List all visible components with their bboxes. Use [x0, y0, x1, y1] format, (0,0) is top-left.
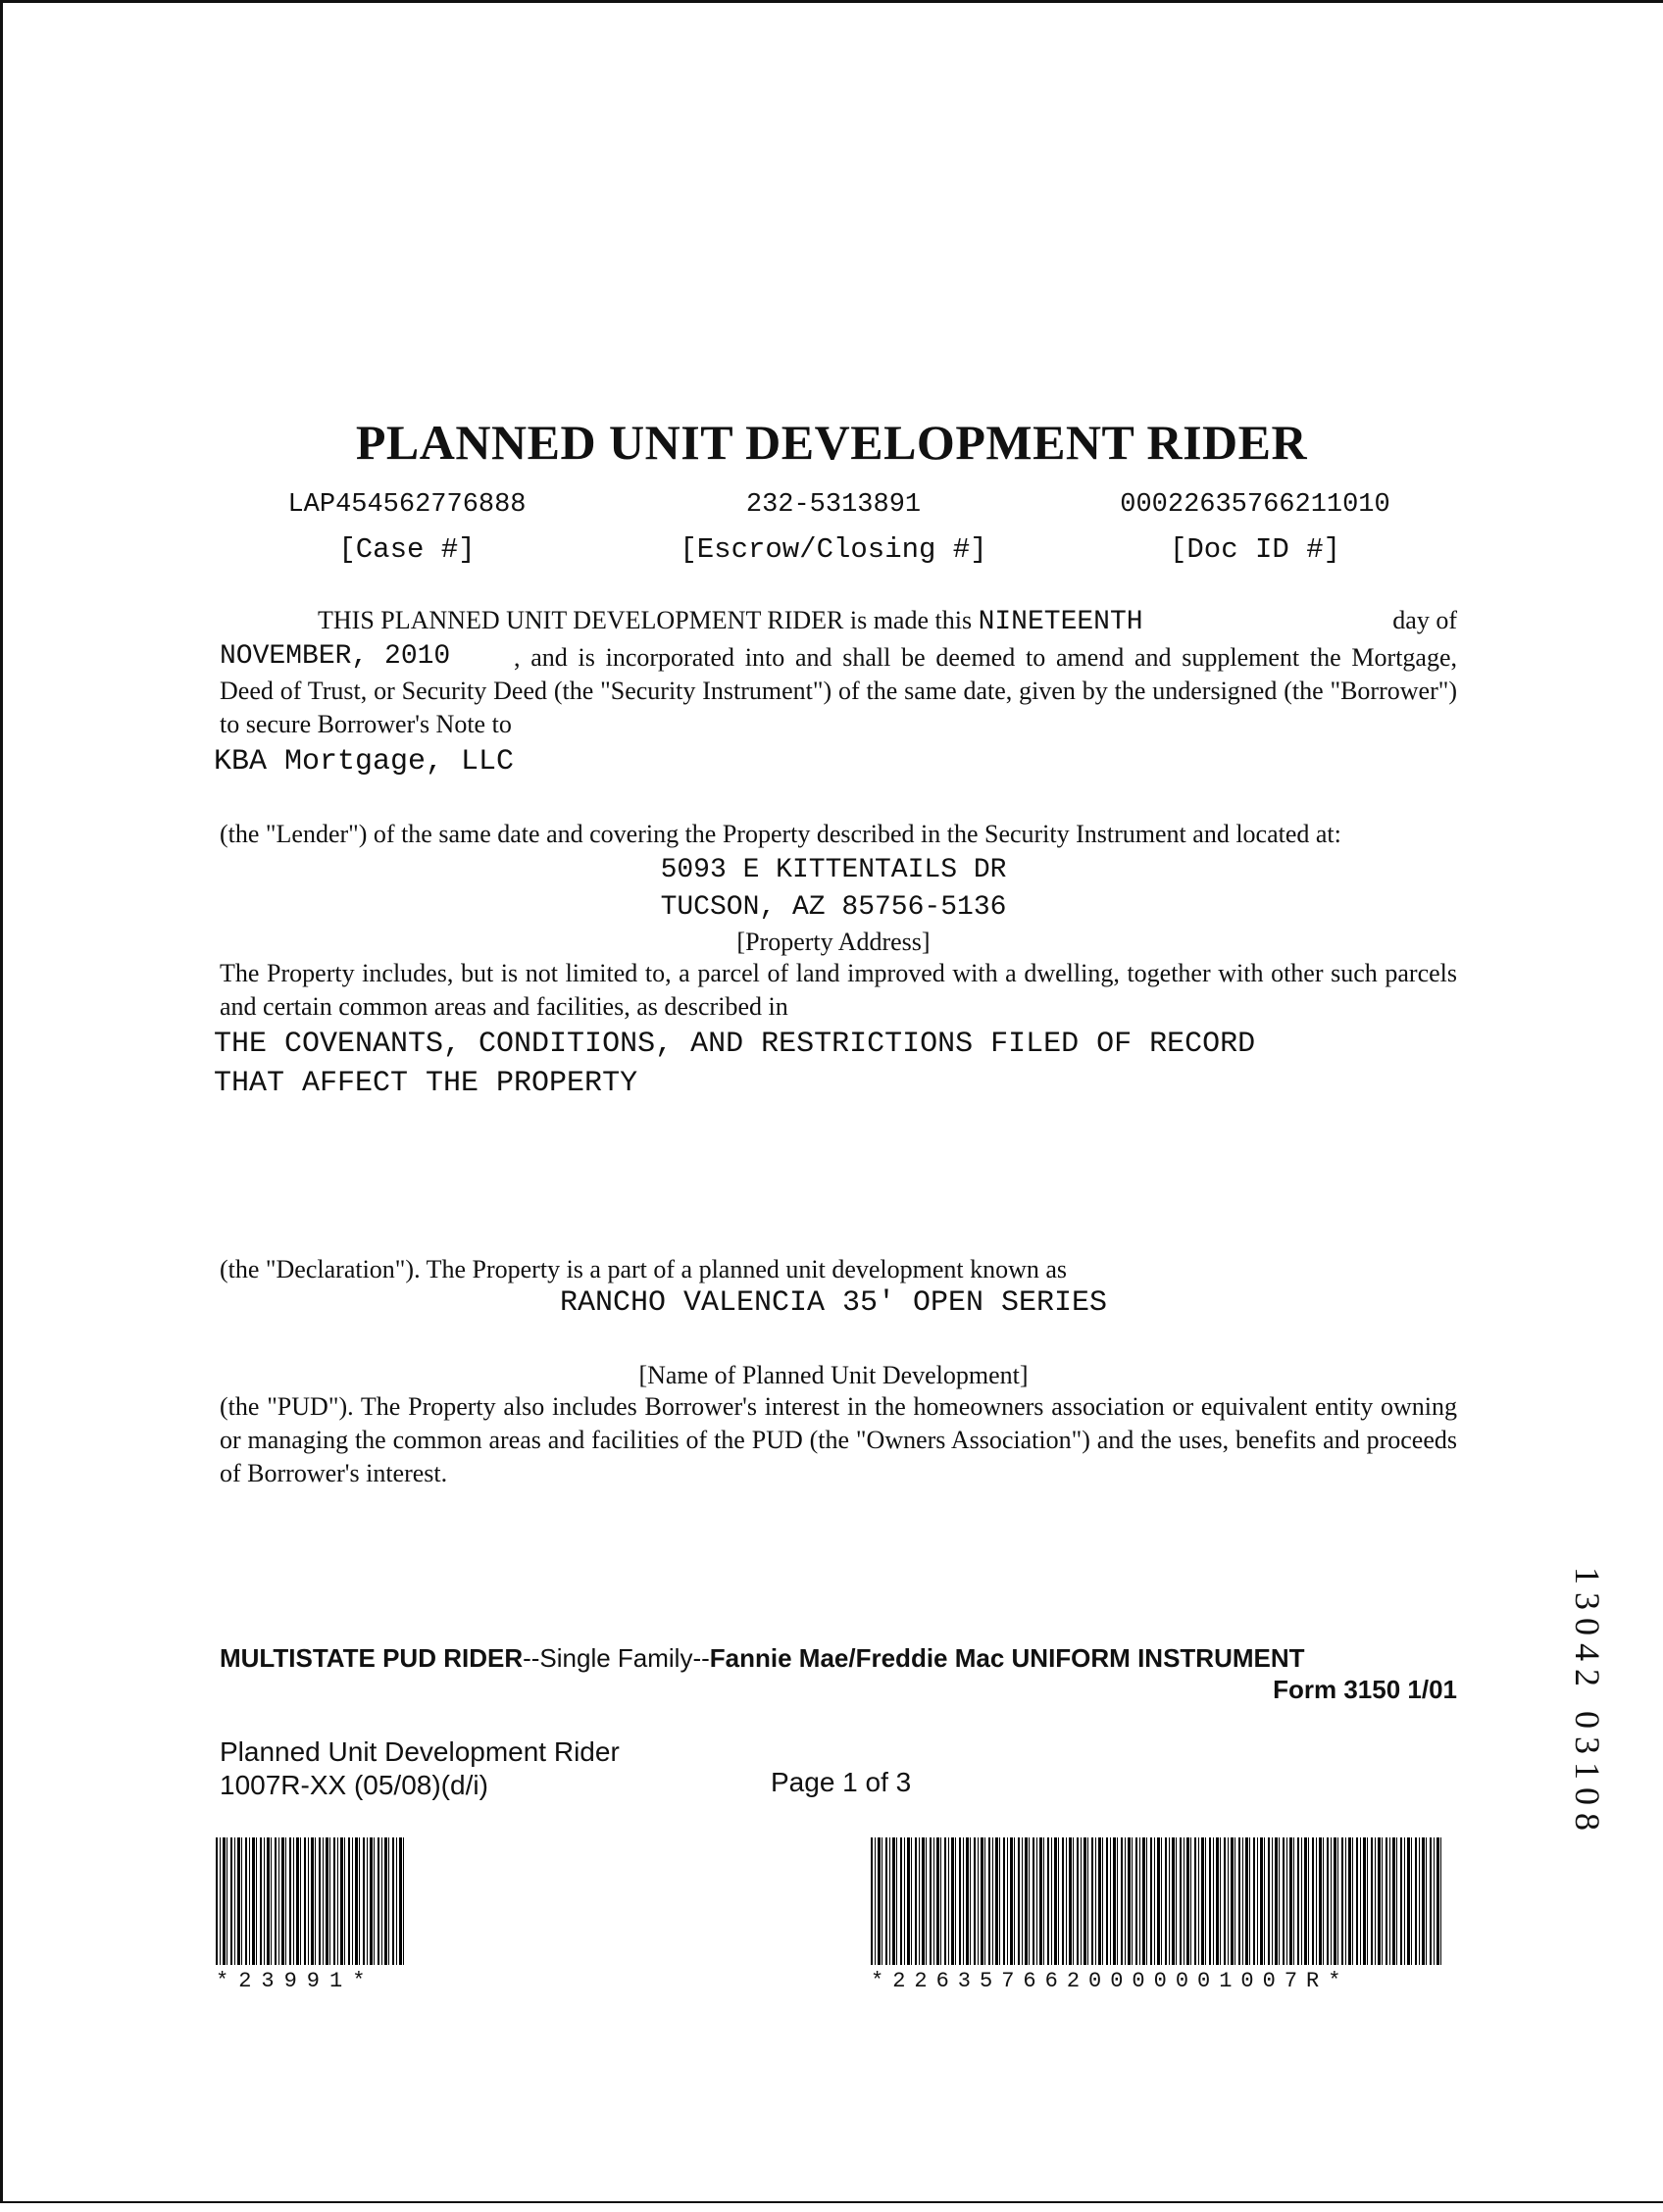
- pud-label: [Name of Planned Unit Development]: [638, 1361, 1029, 1389]
- footer-rider-info: [220, 1735, 620, 1802]
- address-line1: 5093 E KITTENTAILS DR: [660, 855, 1007, 885]
- left-barcode: [216, 1837, 406, 1965]
- top-border: [0, 0, 1663, 3]
- right-barcode: [871, 1837, 1443, 1965]
- escrow-label: [Escrow/Closing #]: [680, 533, 987, 566]
- left-barcode-text: *23991*: [216, 1969, 376, 1993]
- declaration-line1: THE COVENANTS, CONDITIONS, AND RESTRICTIONS FILED OF RECORD: [214, 1028, 1256, 1061]
- address-line2: TUCSON, AZ 85756-5136: [660, 892, 1007, 923]
- case-label: [Case #]: [338, 533, 476, 566]
- footer-bold-2: Fannie Mae/Freddie Mac UNIFORM INSTRUMENT: [709, 1643, 1305, 1673]
- doc-id-number: 00022635766211010: [1120, 490, 1390, 520]
- side-stamp: [1530, 1567, 1647, 1841]
- bottom-border: [0, 2201, 1663, 2203]
- lender-name: KBA Mortgage, LLC: [214, 745, 515, 779]
- footer-instrument-title: [220, 1643, 1457, 1674]
- declaration-line2: THAT AFFECT THE PROPERTY: [214, 1067, 638, 1100]
- footer-rider-name: Planned Unit Development Rider: [220, 1736, 620, 1767]
- document-title: PLANNED UNIT DEVELOPMENT RIDER: [355, 415, 1308, 470]
- property-clause: The Property includes, but is not limited to, a parcel of land improved with a dwelling, together with other such parcels and certain common areas and facilities, as described in: [220, 959, 1457, 1021]
- page-number: Page 1 of 3: [771, 1767, 912, 1797]
- footer-separator: --Single Family--: [523, 1643, 710, 1673]
- day-of: day of: [1392, 606, 1457, 634]
- left-border: [0, 0, 3, 2201]
- side-stamp-text: 13042 03108: [1568, 1567, 1607, 1838]
- case-number: LAP454562776888: [287, 490, 527, 520]
- right-barcode-text: *2263576620000001007R*: [871, 1969, 1350, 1993]
- footer-rider-code: 1007R-XX (05/08)(d/i): [220, 1770, 488, 1800]
- declaration-clause: (the "Declaration"). The Property is a part of a planned unit development known as: [220, 1255, 1068, 1283]
- pud-clause: (the "PUD"). The Property also includes Borrower's interest in the homeowners association or equivalent entity owning or managing the common areas and facilities of the PUD (the "Owners Association") and the uses, benefits and proceeds of Borrower's interest.: [220, 1392, 1457, 1487]
- day-value: NINETEENTH: [978, 607, 1143, 637]
- doc-id-label: [Doc ID #]: [1169, 533, 1341, 566]
- intro-start: THIS PLANNED UNIT DEVELOPMENT RIDER is made this: [318, 606, 973, 634]
- lender-clause: (the "Lender") of the same date and covering the Property described in the Security Instrument and located at:: [220, 820, 1341, 848]
- escrow-number: 232-5313891: [745, 490, 922, 520]
- intro-line1: [318, 604, 1455, 639]
- address-label: [Property Address]: [736, 928, 931, 956]
- month-year: NOVEMBER, 2010: [220, 641, 451, 672]
- footer-form-number: Form 3150 1/01: [1273, 1675, 1457, 1704]
- footer-bold-1: MULTISTATE PUD RIDER: [220, 1643, 524, 1673]
- pud-name: RANCHO VALENCIA 35' OPEN SERIES: [559, 1286, 1108, 1320]
- intro-rest: , and is incorporated into and shall be deemed to amend and supplement the Mortgage, Deed of Trust, or Security Deed (the "Security Instrument") of the same date, given by the undersigned (the "Borrower") to secure Borrower's Note to: [220, 643, 1457, 738]
